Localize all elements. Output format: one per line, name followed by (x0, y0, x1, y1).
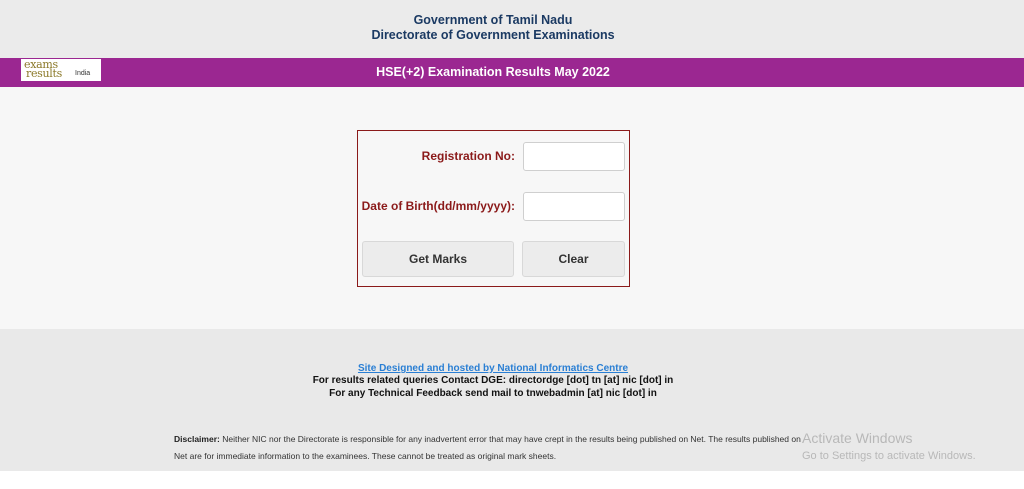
logo-word-exams: exams (24, 59, 58, 71)
directorate-title: Directorate of Government Examinations (371, 28, 615, 42)
feedback-info: For any Technical Feedback send mail to tnwebadmin [at] nic [dot] in (329, 388, 657, 399)
logo-word-results: results (26, 67, 62, 80)
activate-windows-watermark-subtitle: Go to Settings to activate Windows. (802, 450, 976, 462)
top-header (0, 0, 1024, 58)
page-title: HSE(+2) Examination Results May 2022 (376, 65, 610, 79)
disclaimer-text: Neither NIC nor the Directorate is responsible for any inadvertent error that may have crept in the results being published on Net. The results published on Net are for immediate information to the examinees. These cannot be treated as original mark sheets. (174, 434, 801, 461)
clear-button[interactable]: Clear (522, 241, 625, 277)
government-title: Government of Tamil Nadu (413, 13, 573, 27)
activate-windows-watermark-title: Activate Windows (802, 430, 913, 446)
contact-info: For results related queries Contact DGE: directordge [dot] tn [at] nic [dot] in (312, 375, 674, 386)
get-marks-button[interactable]: Get Marks (362, 241, 514, 277)
title-bar (0, 58, 1024, 87)
disclaimer (174, 431, 814, 465)
disclaimer-label: Disclaimer: (174, 434, 220, 444)
nic-credit-link[interactable]: Site Designed and hosted by National Informatics Centre (357, 363, 629, 374)
exams-results-logo[interactable] (21, 59, 101, 81)
registration-number-input[interactable] (523, 142, 625, 171)
bottom-strip (0, 471, 1024, 489)
registration-label: Registration No: (421, 149, 515, 163)
results-login-form (357, 130, 630, 287)
date-of-birth-input[interactable] (523, 192, 625, 221)
dob-label: Date of Birth(dd/mm/yyyy): (361, 199, 515, 213)
logo-word-india: India (75, 70, 91, 77)
